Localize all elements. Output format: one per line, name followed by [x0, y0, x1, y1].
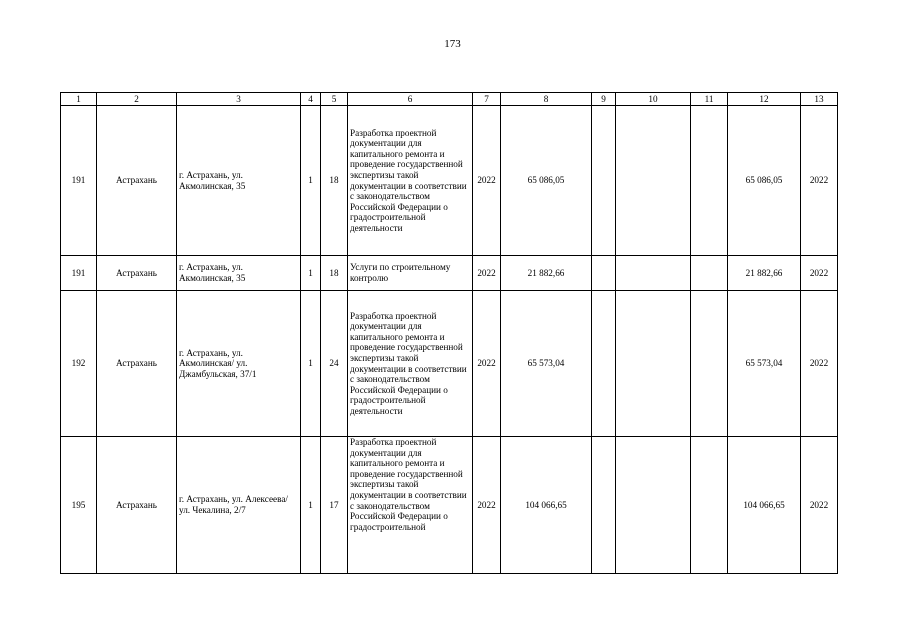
col-11 — [691, 291, 728, 437]
header-cell: 4 — [301, 93, 321, 106]
col-12: 65 573,04 — [728, 291, 801, 437]
cost: 21 882,66 — [501, 256, 592, 291]
row-number: 195 — [61, 437, 97, 574]
city: Астрахань — [97, 256, 177, 291]
col-9 — [592, 291, 616, 437]
address: г. Астрахань, ул. Акмолинская/ ул. Джамбульская, 37/1 — [177, 291, 301, 437]
table-row — [61, 106, 838, 256]
header-cell: 9 — [592, 93, 616, 106]
col-4: 1 — [301, 437, 321, 574]
col-5: 18 — [321, 256, 348, 291]
year: 2022 — [473, 437, 501, 574]
col-10 — [616, 256, 691, 291]
page-number: 173 — [444, 38, 461, 50]
address: г. Астрахань, ул. Алексеева/ ул. Чекалина, 2/7 — [177, 437, 301, 574]
work-description: Разработка проектной документации для капитального ремонта и проведение государственной экспертизы такой документации в соответствии с законодательством Российской Федерации о градостроительной деятельности — [350, 310, 467, 416]
city: Астрахань — [97, 106, 177, 256]
header-cell: 2 — [97, 93, 177, 106]
row-number: 192 — [61, 291, 97, 437]
work-cell — [348, 437, 473, 574]
col-13: 2022 — [801, 291, 838, 437]
header-cell: 1 — [61, 93, 97, 106]
header-cell: 5 — [321, 93, 348, 106]
cost: 65 086,05 — [501, 106, 592, 256]
work-cell — [348, 291, 473, 437]
year: 2022 — [473, 106, 501, 256]
table-row — [61, 291, 838, 437]
header-cell: 3 — [177, 93, 301, 106]
work-description: Разработка проектной документации для капитального ремонта и проведение государственной экспертизы такой документации в соответствии с законодательством Российской Федерации о градостроительной деятельности — [350, 127, 467, 233]
col-13: 2022 — [801, 437, 838, 574]
col-4: 1 — [301, 291, 321, 437]
col-4: 1 — [301, 106, 321, 256]
work-cell — [348, 106, 473, 256]
city: Астрахань — [97, 291, 177, 437]
col-5: 18 — [321, 106, 348, 256]
work-cell — [348, 256, 473, 291]
work-description: Разработка проектной документации для капитального ремонта и проведение государственной экспертизы такой документации в соответствии с законодательством Российской Федерации о градостроительной — [350, 437, 467, 532]
header-cell: 12 — [728, 93, 801, 106]
table-row — [61, 256, 838, 291]
col-12: 104 066,65 — [728, 437, 801, 574]
header-cell: 10 — [616, 93, 691, 106]
col-12: 21 882,66 — [728, 256, 801, 291]
table-row — [61, 437, 838, 574]
header-cell: 7 — [473, 93, 501, 106]
col-11 — [691, 437, 728, 574]
header-cell: 8 — [501, 93, 592, 106]
col-5: 17 — [321, 437, 348, 574]
col-5: 24 — [321, 291, 348, 437]
col-11 — [691, 256, 728, 291]
col-10 — [616, 106, 691, 256]
col-10 — [616, 291, 691, 437]
col-13: 2022 — [801, 256, 838, 291]
year: 2022 — [473, 291, 501, 437]
header-cell: 6 — [348, 93, 473, 106]
header-cell: 11 — [691, 93, 728, 106]
address: г. Астрахань, ул. Акмолинская, 35 — [177, 256, 301, 291]
city: Астрахань — [97, 437, 177, 574]
header-cell: 13 — [801, 93, 838, 106]
col-4: 1 — [301, 256, 321, 291]
col-9 — [592, 256, 616, 291]
work-description: Услуги по строительному контролю — [350, 262, 451, 283]
col-10 — [616, 437, 691, 574]
repair-schedule-table — [60, 92, 838, 574]
year: 2022 — [473, 256, 501, 291]
col-9 — [592, 106, 616, 256]
cost: 65 573,04 — [501, 291, 592, 437]
cost: 104 066,65 — [501, 437, 592, 574]
col-9 — [592, 437, 616, 574]
header-row — [61, 93, 838, 106]
row-number: 191 — [61, 256, 97, 291]
col-13: 2022 — [801, 106, 838, 256]
address: г. Астрахань, ул. Акмолинская, 35 — [177, 106, 301, 256]
col-12: 65 086,05 — [728, 106, 801, 256]
row-number: 191 — [61, 106, 97, 256]
col-11 — [691, 106, 728, 256]
